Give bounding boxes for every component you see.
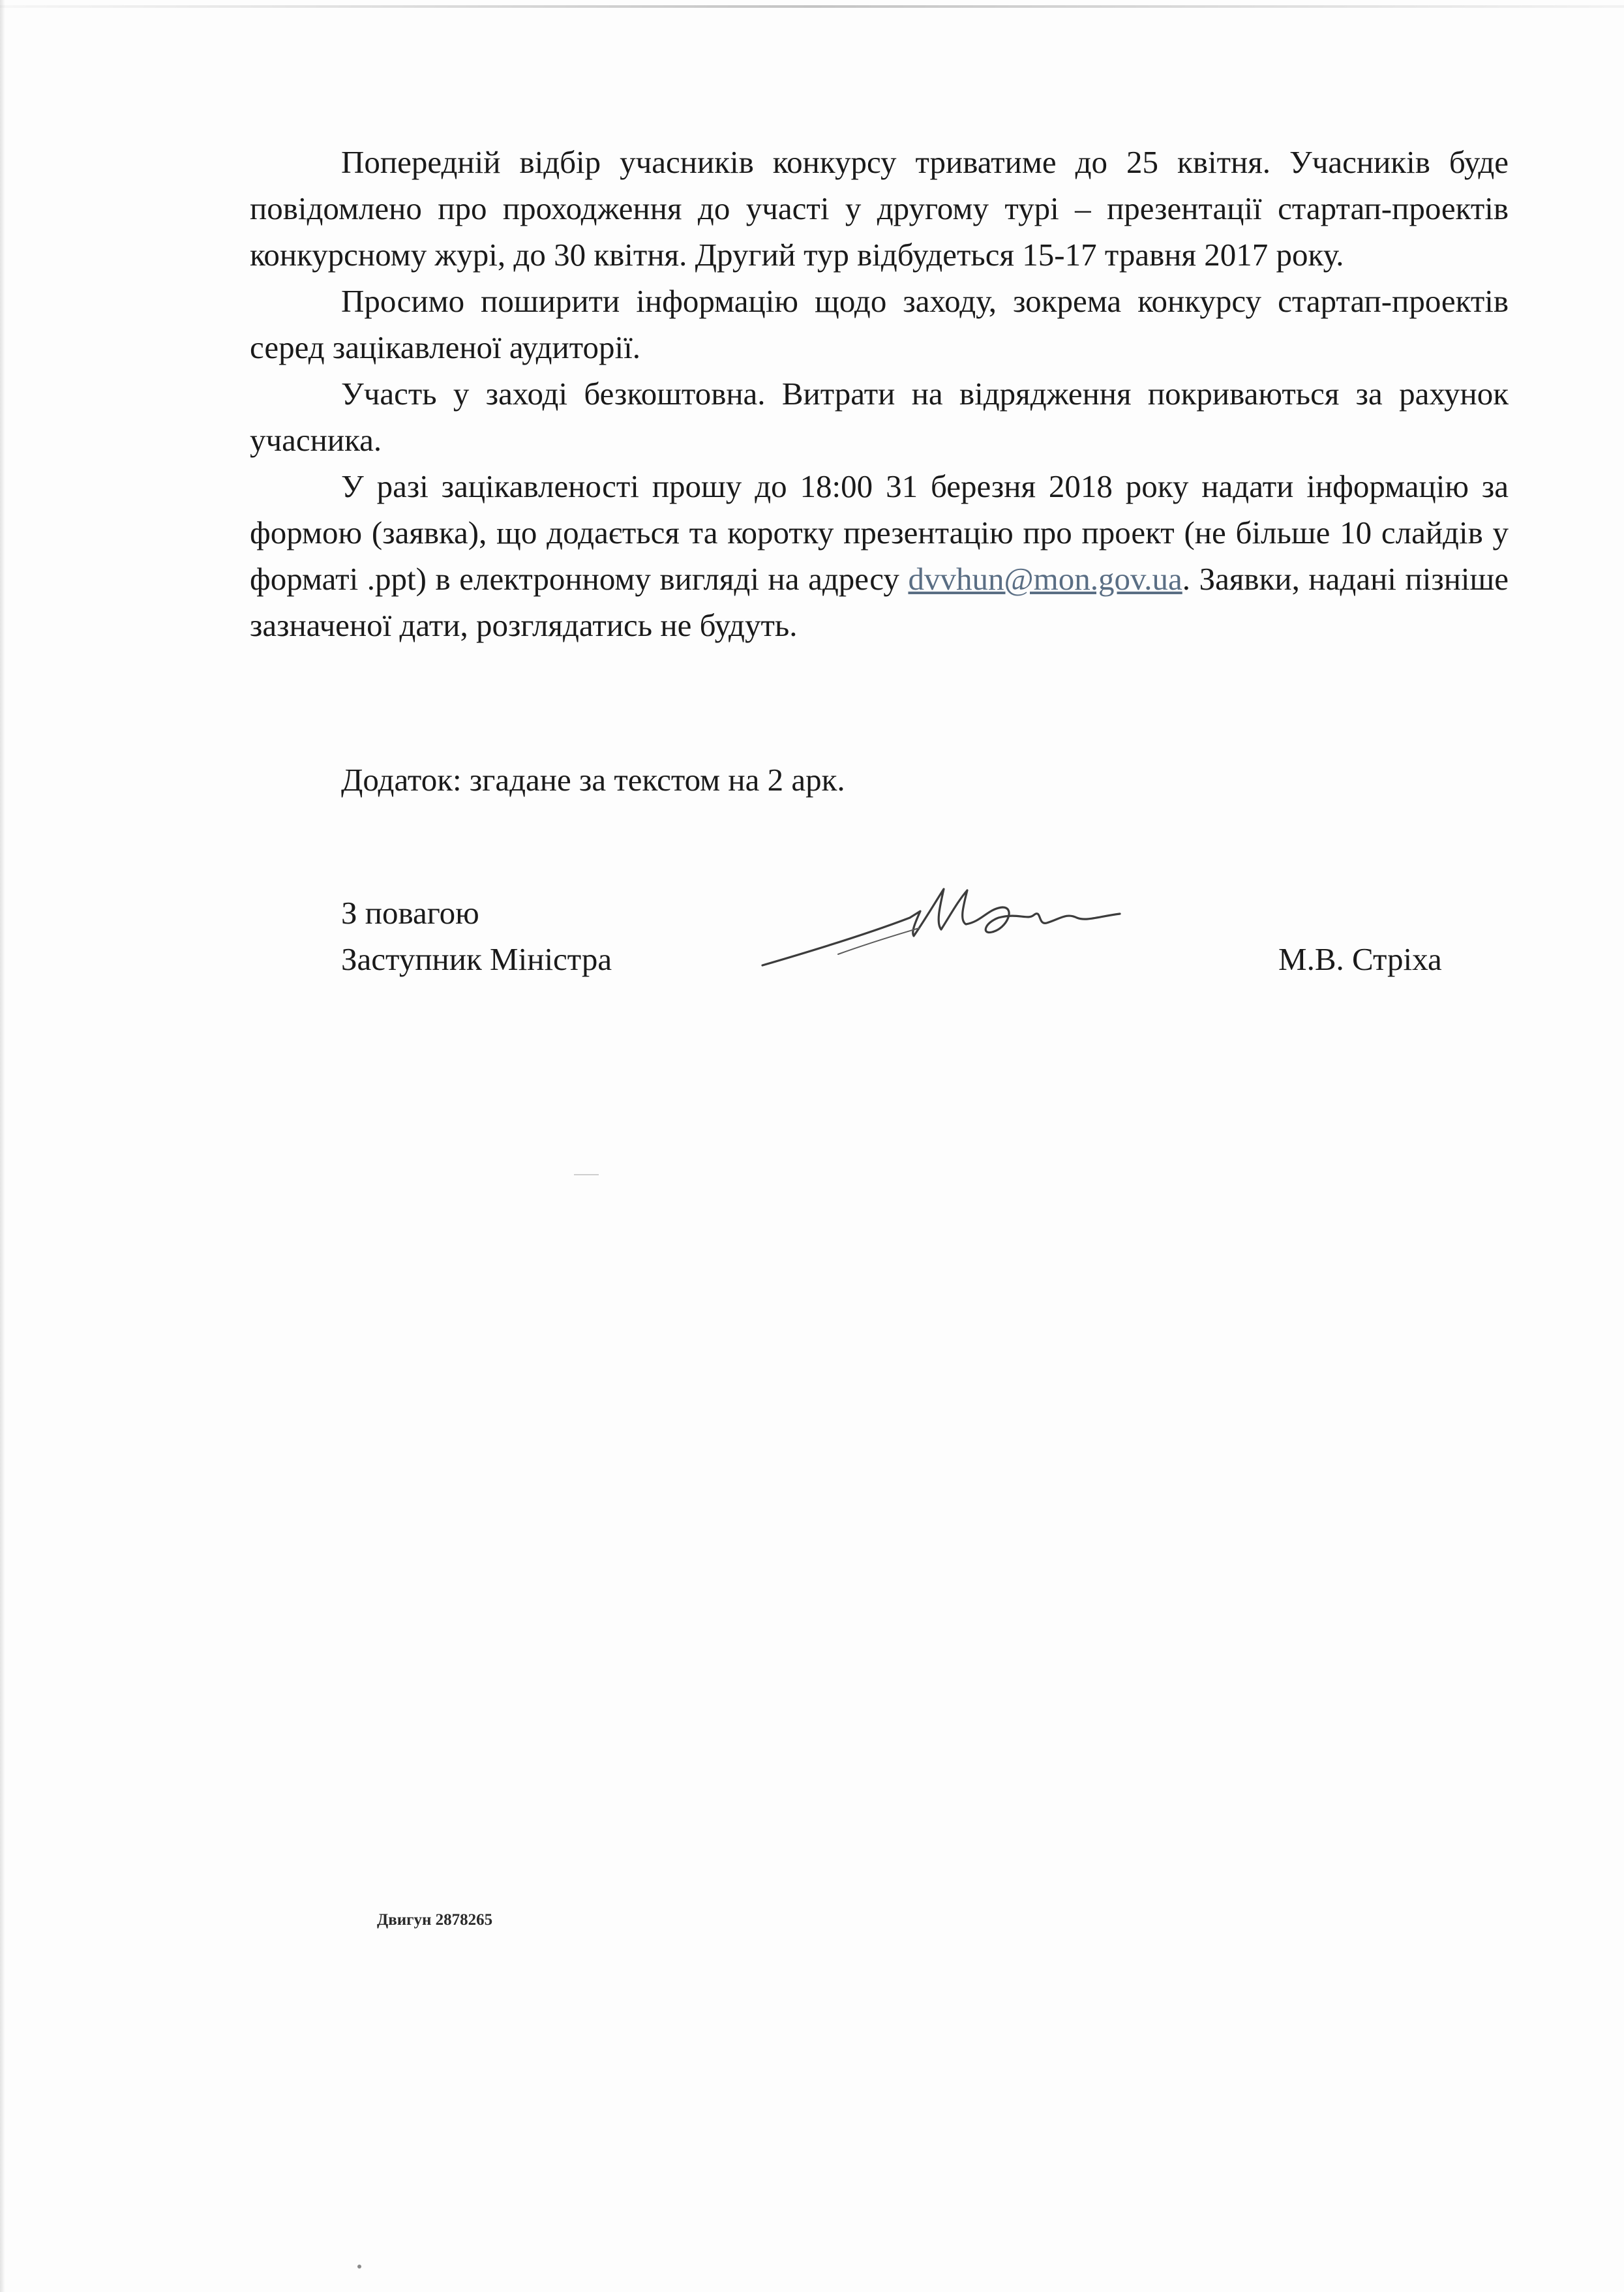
request-text-before: У разі зацікавленості прошу до 18:00 31 березня 2018 року надати інформацію за формою (заявка), що додається та коротку презентацію про проект (не більше 10 слайдів у форматі .ppt) в електронному вигляді на адресу — [250, 468, 1509, 597]
signature-image — [760, 877, 1125, 975]
attachment-note: Додаток: згадане за текстом на 2 арк. — [341, 762, 845, 798]
signer-name: М.В. Стріха — [1278, 941, 1442, 977]
email-link[interactable]: dvvhun@mon.gov.ua — [908, 561, 1182, 597]
scan-top-edge — [0, 5, 1624, 8]
closing-regards: З повагою — [341, 895, 479, 931]
signer-position: Заступник Міністра — [341, 941, 612, 977]
executor-note: Двигун 2878265 — [377, 1911, 493, 1929]
paragraph-spread-information: Просимо поширити інформацію щодо заходу, зокрема конкурсу стартап-проектів серед зацікавленої аудиторії. — [250, 283, 1509, 365]
request-text-after: . Заявки, надані пізніше зазначеної дати, розглядатись не будуть. — [250, 561, 1509, 643]
scan-left-edge — [0, 0, 5, 2292]
paragraph-selection-dates: Попередній відбір учасників конкурсу триватиме до 25 квітня. Учасників буде повідомлено про проходження до участі у другому турі – презентації стартап-проектів конкурсному журі, до 30 квітня. Другий тур відбудеться 15-17 травня 2017 року. — [250, 144, 1509, 273]
letter-body — [250, 139, 1509, 648]
paragraph-request-info — [250, 463, 1509, 648]
scan-speck — [357, 2265, 361, 2269]
closing-block — [341, 890, 612, 982]
paragraph-participation-free: Участь у заході безкоштовна. Витрати на відрядження покриваються за рахунок учасника. — [250, 376, 1509, 458]
scan-mark — [574, 1174, 599, 1175]
